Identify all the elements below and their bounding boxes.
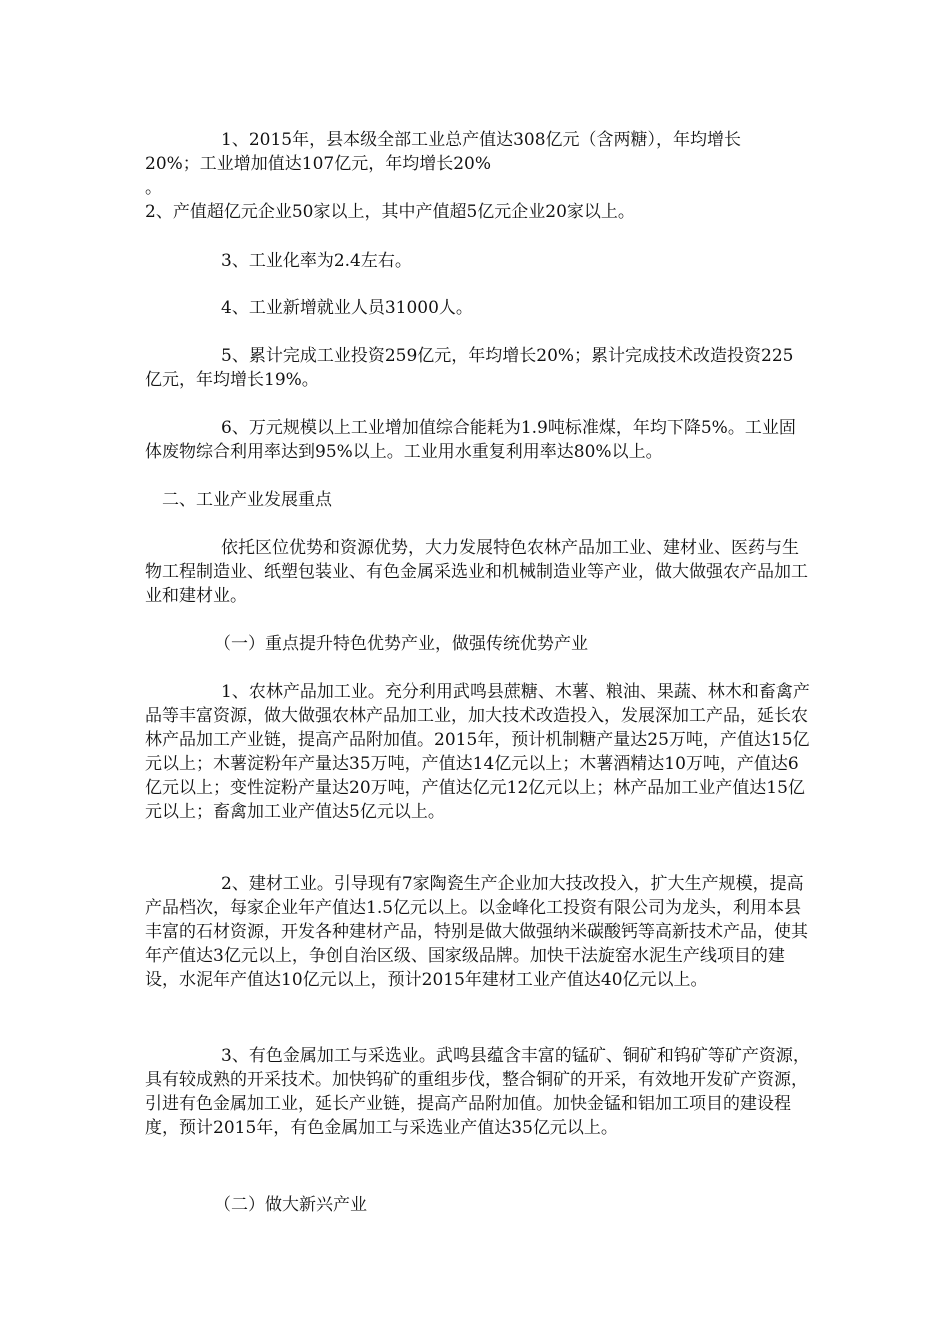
industry-3 xyxy=(145,1044,810,1140)
goal-5 xyxy=(145,344,810,392)
section-2-intro-text: 依托区位优势和资源优势，大力发展特色农林产品加工业、建材业、医药与生物工程制造业、纸塑包装业、有色金属采选业和机械制造业等产业，做大做强农产品加工业和建材业。 xyxy=(145,538,808,606)
industry-1-text: 1、农林产品加工业。充分利用武鸣县蔗糖、木薯、粮油、果蔬、林木和畜禽产品等丰富资源，做大做强农林产品加工业，加大技术改造投入，发展深加工产品，延长农林产品加工产业链，提高产品附加值。2015年，预计机制糖产量达25万吨，产值达15亿元以上；木薯淀粉年产量达35万吨，产值达14亿元以上；木薯酒精达10万吨，产值达6亿元以上；变性淀粉产量达20万吨，产值达亿元12亿元以上；林产品加工业产值达15亿元以上；畜禽加工业产值达5亿元以上。 xyxy=(145,682,810,822)
industry-3-text: 3、有色金属加工与采选业。武鸣县蕴含丰富的锰矿、铜矿和钨矿等矿产资源，具有较成熟的开采技术。加快钨矿的重组步伐，整合铜矿的开采，有效地开发矿产资源，引进有色金属加工业，延长产业链，提高产品附加值。加快金锰和铝加工项目的建设程度，预计2015年，有色金属加工与采选业产值达35亿元以上。 xyxy=(145,1046,810,1138)
goal-2: 2、产值超亿元企业50家以上，其中产值超5亿元企业20家以上。 xyxy=(145,202,635,222)
section-2-heading: 二、工业产业发展重点 xyxy=(162,490,332,510)
industry-1 xyxy=(145,680,810,824)
goal-3: 3、工业化率为2.4左右。 xyxy=(221,251,412,271)
goal-5-text: 5、累计完成工业投资259亿元，年均增长20%；累计完成技术改造投资225亿元，年均增长19%。 xyxy=(145,346,794,390)
goal-1-line-3: 。 xyxy=(145,178,162,198)
goal-6 xyxy=(145,416,810,464)
subsection-1-heading: （一）重点提升特色优势产业，做强传统优势产业 xyxy=(214,634,588,654)
goal-4: 4、工业新增就业人员31000人。 xyxy=(221,298,473,318)
goal-6-text: 6、万元规模以上工业增加值综合能耗为1.9吨标准煤，年均下降5%。工业固体废物综合利用率达到95%以上。工业用水重复利用率达80%以上。 xyxy=(145,418,796,462)
section-2-intro xyxy=(145,536,810,608)
goal-1-line-1: 1、2015年，县本级全部工业总产值达308亿元（含两糖），年均增长 xyxy=(221,130,742,150)
subsection-2-heading: （二）做大新兴产业 xyxy=(214,1195,367,1215)
industry-2-text: 2、建材工业。引导现有7家陶瓷生产企业加大技改投入，扩大生产规模，提高产品档次，每家企业年产值达1.5亿元以上。以金峰化工投资有限公司为龙头，利用本县丰富的石材资源，开发各种建材产品，特别是做大做强纳米碳酸钙等高新技术产品，使其年产值达3亿元以上，争创自治区级、国家级品牌。加快干法旋窑水泥生产线项目的建设，水泥年产值达10亿元以上，预计2015年建材工业产值达40亿元以上。 xyxy=(145,874,808,990)
industry-2 xyxy=(145,872,810,992)
goal-1-line-2: 20%；工业增加值达107亿元，年均增长20% xyxy=(145,154,492,174)
